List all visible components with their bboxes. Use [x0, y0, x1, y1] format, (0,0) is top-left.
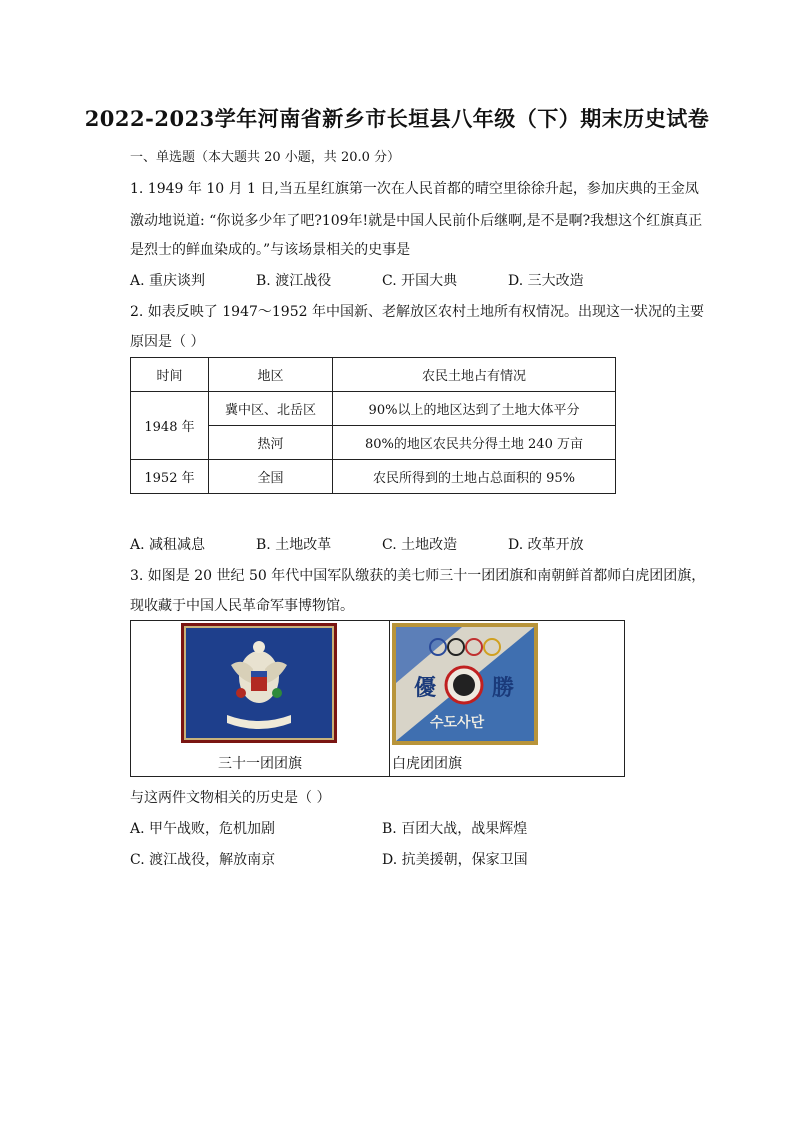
land-ownership-table [130, 357, 616, 494]
table-header-row [131, 358, 616, 392]
q1-line-3: 是烈士的鲜血染成的。”与该场景相关的史事是 [130, 242, 411, 258]
q1-line-2: 激动地说道: “你说多少年了吧?109年!就是中国人民前仆后继啊,是不是啊?我想这个红旗真正 [130, 213, 703, 229]
table-row [131, 392, 616, 426]
page-title: 2022-2023学年河南省新乡市长垣县八年级（下）期末历史试卷 [84, 106, 710, 131]
flag-text-bottom: 수도사단 [430, 715, 485, 731]
table-cell-region: 热河 [209, 426, 333, 460]
q3-option-b[interactable]: B. 百团大战，战果辉煌 [382, 821, 528, 837]
q1-option-c[interactable]: C. 开国大典 [382, 273, 458, 289]
table-cell-status: 80%的地区农民共分得土地 240 万亩 [333, 426, 616, 460]
figure-caption-white-tiger: 白虎团团旗 [392, 756, 462, 772]
flag-char-left: 優 [414, 676, 437, 701]
q2-line-1: 2. 如表反映了 1947～1952 年中国新、老解放区农村土地所有权情况。出现这一状况的主要 [130, 304, 704, 320]
table-cell-region: 冀中区、北岳区 [209, 392, 333, 426]
q1-option-a[interactable]: A. 重庆谈判 [130, 273, 206, 289]
q2-line-2: 原因是（ ） [130, 334, 205, 350]
q2-option-c[interactable]: C. 土地改造 [382, 537, 458, 553]
section-heading: 一、单选题（本大题共 20 小题，共 20.0 分） [130, 150, 401, 165]
q3-option-c[interactable]: C. 渡江战役，解放南京 [130, 852, 276, 868]
flag-char-right: 勝 [492, 676, 515, 701]
q3-option-a[interactable]: A. 甲午战败，危机加剧 [130, 821, 276, 837]
q3-option-d[interactable]: D. 抗美援朝，保家卫国 [382, 852, 528, 868]
table-header-cell: 农民土地占有情况 [333, 358, 616, 392]
q1-option-d[interactable]: D. 三大改造 [508, 273, 584, 289]
q1-option-b[interactable]: B. 渡江战役 [256, 273, 332, 289]
q3-line-2: 现收藏于中国人民革命军事博物馆。 [130, 598, 354, 614]
table-cell-time: 1948 年 [131, 392, 209, 460]
table-cell-status: 农民所得到的土地占总面积的 95% [333, 460, 616, 494]
figure-cell-31st-regiment [131, 621, 390, 777]
q2-option-d[interactable]: D. 改革开放 [508, 537, 584, 553]
q3-question: 与这两件文物相关的历史是（ ） [130, 790, 331, 806]
table-header-cell: 地区 [209, 358, 333, 392]
flag-figure-table [130, 620, 625, 777]
figure-cell-white-tiger [390, 621, 625, 777]
white-tiger-flag-image [392, 623, 538, 745]
q3-line-1: 3. 如图是 20 世纪 50 年代中国军队缴获的美七师三十一团团旗和南朝鲜首都师白虎团团旗， [130, 568, 706, 584]
table-cell-time: 1952 年 [131, 460, 209, 494]
31st-regiment-flag-image [181, 623, 337, 743]
table-cell-region: 全国 [209, 460, 333, 494]
table-header-cell: 时间 [131, 358, 209, 392]
q1-line-1: 1. 1949 年 10 月 1 日,当五星红旗第一次在人民首都的晴空里徐徐升起，参加庆典的王金凤 [130, 181, 699, 197]
q2-option-a[interactable]: A. 减租减息 [130, 537, 206, 553]
table-cell-status: 90%以上的地区达到了土地大体平分 [333, 392, 616, 426]
table-row [131, 460, 616, 494]
figure-caption-31st: 三十一团团旗 [218, 756, 302, 772]
q2-option-b[interactable]: B. 土地改革 [256, 537, 332, 553]
